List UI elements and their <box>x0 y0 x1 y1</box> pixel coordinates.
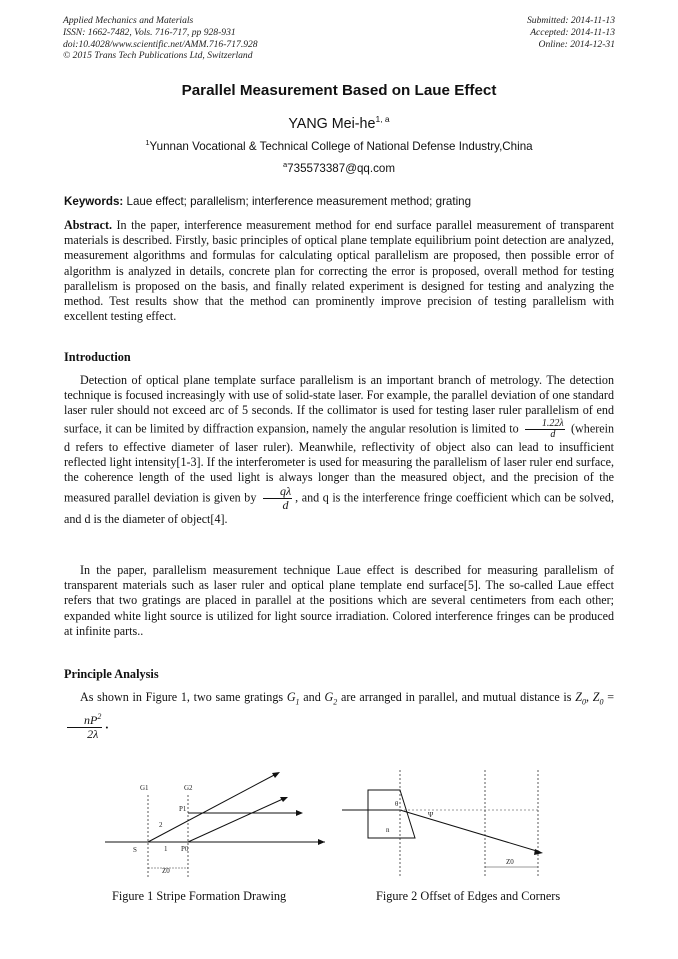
frac3-den: 2λ <box>87 726 99 741</box>
journal-header <box>63 15 258 62</box>
label-s: S <box>133 846 137 854</box>
journal-name: Applied Mechanics and Materials <box>63 15 194 26</box>
abstract <box>64 218 614 324</box>
fraction-angular-resolution <box>525 419 565 440</box>
ray-lower <box>188 798 285 842</box>
abstract-label: Abstract. <box>64 218 113 232</box>
copyright: © 2015 Trans Tech Publications Ltd, Switzerland <box>63 50 253 62</box>
intro-p1c: , and q is the interference fringe coefficient which can be solved, and d is the diameter of object[4]. <box>64 490 614 527</box>
label-theta: θ <box>395 800 399 808</box>
email <box>0 160 678 175</box>
email-text: 735573387@qq.com <box>287 161 395 175</box>
keywords-text: Laue effect; parallelism; interference measurement method; grating <box>123 195 472 208</box>
dates-header <box>527 15 615 50</box>
label-psi: Ψ <box>428 811 434 819</box>
fraction-z0 <box>67 710 102 741</box>
frac1-den: d <box>550 428 556 440</box>
label-2: 2 <box>159 821 163 829</box>
figure-1 <box>100 770 330 880</box>
affiliation <box>0 138 678 153</box>
figure-2 <box>340 770 560 880</box>
doi: doi:10.4028/www.scientific.net/AMM.716-717.928 <box>63 38 258 50</box>
affiliation-sup: 1 <box>145 138 150 147</box>
keywords <box>64 195 624 208</box>
prism <box>368 790 415 838</box>
online-date: Online: 2014-12-31 <box>538 38 615 50</box>
author <box>0 114 678 132</box>
principle-end: . <box>105 716 109 731</box>
ray-upper <box>148 773 278 842</box>
frac1-num: 1.22λ <box>525 419 565 430</box>
principle-heading: Principle Analysis <box>64 667 159 681</box>
keywords-label: Keywords: <box>64 195 124 208</box>
figure-2-caption: Figure 2 Offset of Edges and Corners <box>376 889 561 903</box>
principle-b: are arranged in parallel, and mutual distance is <box>340 690 572 704</box>
ray-mid-arrow <box>296 810 303 816</box>
label-1: 1 <box>164 845 168 853</box>
affiliation-text: Yunnan Vocational & Technical College of National Defense Industry,China <box>149 139 533 153</box>
intro-p1a: Detection of optical plane template surface parallelism is an important branch of metrology. The detection technique is focused increasingly with use of solid-state laser. For example, the parallel deviation of one standard laser ruler should not exceed arc of 5 seconds. If the collimator is used for testing laser ruler parallelism of end surface, it can be limited by diffraction expansion, namely the angular resolution is limited to <box>64 373 614 435</box>
offset-ray-arrow <box>534 849 543 855</box>
z0-symbol-eq: $Z_0$ <box>592 690 604 707</box>
label-n: n <box>386 826 390 834</box>
email-sup: a <box>283 160 288 169</box>
figure-1-caption: Figure 1 Stripe Formation Drawing <box>112 889 287 903</box>
accepted-date: Accepted: 2014-11-13 <box>530 26 615 38</box>
label-g2: G2 <box>184 784 193 792</box>
principle-paragraph <box>64 690 614 741</box>
submitted-date: Submitted: 2014-11-13 <box>526 15 615 26</box>
label-g1: G1 <box>140 784 149 792</box>
abstract-text: In the paper, interference measurement method for end surface parallel measurement of transparent materials is described. Firstly, basic principles of optical plane template equilibrium point detection are analyzed, measurement algorithms and formulas for calculating optical parallelism are proposed, then possible error of algorithm is analyzed in details, concrete plan for correcting the error is proposed, overall method for testing parallelism is proposed on the basis, and finally related experiment is designed for testing and analyzing the method. Test results show that the method can prominently improve precision of testing parallelism with excellent testing effect. <box>64 218 614 324</box>
axis-arrow <box>318 839 325 845</box>
frac2-den: d <box>282 498 289 513</box>
author-sup: 1, a <box>375 114 390 124</box>
g1-symbol: $G_1$ <box>286 690 300 707</box>
frac3-num: $nP^2$ <box>67 710 102 728</box>
fraction-deviation <box>263 485 292 512</box>
intro-paragraph-2: In the paper, parallelism measurement technique Laue effect is described for measuring parallelism of transparent materials such as laser ruler and optical plane template end surface[5]. The so-called Laue effect refers that two gratings are placed in parallel at the positions which are several centimeters from each other; expanded white light source is utilized for light source irradiation. Colored interference fringes can be produced at infinite parts.. <box>64 563 614 638</box>
label-p1: P1 <box>179 805 187 813</box>
z0-symbol: $Z_0$ <box>575 690 586 707</box>
issn: ISSN: 1662-7482, Vols. 716-717, pp 928-931 <box>63 26 236 38</box>
frac2-num: qλ <box>263 485 292 499</box>
principle-comma: , <box>585 690 589 704</box>
author-name: YANG Mei-he <box>288 115 376 132</box>
label-z0: Z0 <box>162 867 170 875</box>
ray-upper-arrow <box>272 772 280 778</box>
principle-and: and <box>303 690 321 704</box>
intro-paragraph-1 <box>64 373 614 527</box>
intro-p1b: (wherein d refers to effective diameter of laser ruler). Meanwhile, reflectivity of object also can lead to insufficient reflected light intensity[1-3]. If the interferometer is used for measuring the parallelism of laser ruler end surface, the coherence length of the used light is always longer than the measured object, and the precision of the measured parallel deviation is given by <box>64 420 615 505</box>
label-z0-2: Z0 <box>506 858 514 866</box>
introduction-heading: Introduction <box>64 350 131 364</box>
principle-a: As shown in Figure 1, two same gratings <box>80 690 284 704</box>
principle-eq: = <box>607 690 615 704</box>
label-p0: P0 <box>181 845 189 853</box>
g2-symbol: $G_2$ <box>324 690 338 707</box>
offset-ray <box>400 810 540 852</box>
paper-title: Parallel Measurement Based on Laue Effect <box>181 82 497 99</box>
